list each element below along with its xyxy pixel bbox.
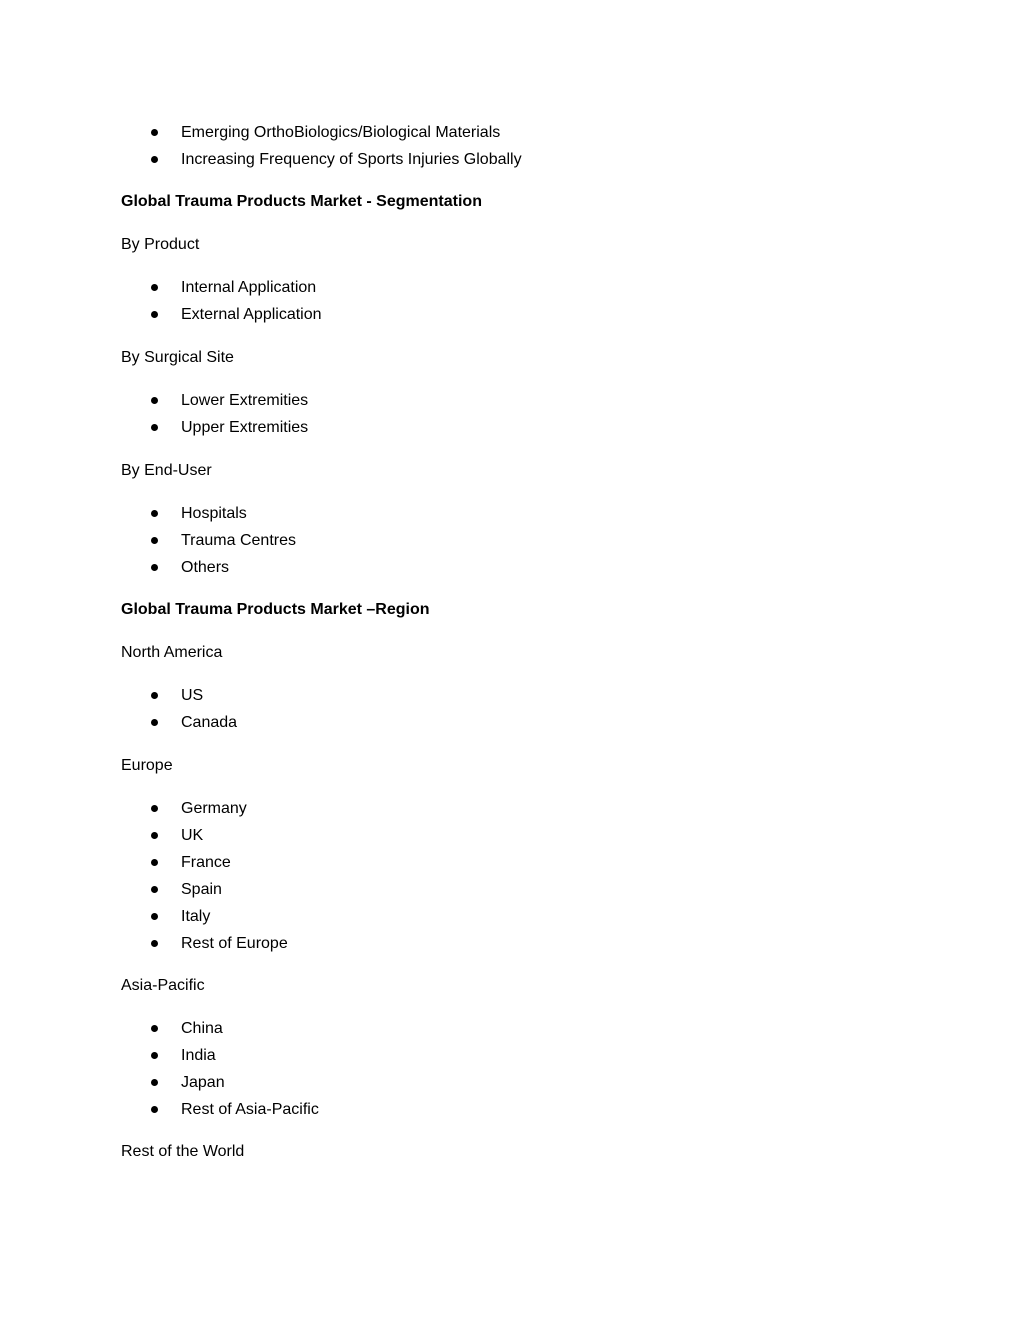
by-product-label: By Product	[121, 236, 200, 253]
list-item-text: Trauma Centres	[181, 532, 296, 549]
list-item-text: Canada	[181, 714, 238, 731]
asia-pacific-label: Asia-Pacific	[121, 977, 205, 994]
bullet-icon	[151, 940, 158, 947]
list-item-text: Italy	[181, 908, 211, 925]
bullet-icon	[151, 1052, 158, 1059]
rest-of-world-label: Rest of the World	[121, 1143, 245, 1160]
list-item-text: Others	[181, 559, 230, 576]
bullet-icon	[151, 156, 158, 163]
list-item-text: Japan	[181, 1074, 225, 1091]
bullet-icon	[151, 805, 158, 812]
bullet-icon	[151, 537, 158, 544]
bullet-icon	[151, 284, 158, 291]
bullet-icon	[151, 129, 158, 136]
list-item-text: US	[181, 687, 204, 704]
list-item-text: Increasing Frequency of Sports Injuries Globally	[181, 151, 522, 168]
bullet-icon	[151, 564, 158, 571]
list-item-text: India	[181, 1047, 216, 1064]
list-item-text: External Application	[181, 306, 322, 323]
bullet-icon	[151, 886, 158, 893]
by-end-user-label: By End-User	[121, 462, 212, 479]
bullet-icon	[151, 859, 158, 866]
list-item-text: UK	[181, 827, 204, 844]
bullet-icon	[151, 510, 158, 517]
bullet-icon	[151, 719, 158, 726]
list-item-text: Lower Extremities	[181, 392, 309, 409]
bullet-icon	[151, 1025, 158, 1032]
segmentation-heading: Global Trauma Products Market - Segmentation	[121, 193, 482, 210]
list-item-text: Rest of Asia-Pacific	[181, 1101, 319, 1118]
list-item-text: Internal Application	[181, 279, 317, 296]
bullet-icon	[151, 397, 158, 404]
bullet-icon	[151, 311, 158, 318]
north-america-label: North America	[121, 644, 223, 661]
bullet-icon	[151, 1106, 158, 1113]
list-item-text: China	[181, 1020, 223, 1037]
list-item-text: Spain	[181, 881, 222, 898]
list-item-text: Rest of Europe	[181, 935, 288, 952]
europe-label: Europe	[121, 757, 173, 774]
region-heading: Global Trauma Products Market –Region	[121, 601, 430, 618]
list-item-text: Germany	[181, 800, 247, 817]
bullet-icon	[151, 692, 158, 699]
bullet-icon	[151, 832, 158, 839]
list-item-text: Emerging OrthoBiologics/Biological Materials	[181, 124, 501, 141]
bullet-icon	[151, 913, 158, 920]
bullet-icon	[151, 1079, 158, 1086]
by-surgical-site-label: By Surgical Site	[121, 349, 234, 366]
list-item-text: France	[181, 854, 231, 871]
list-item-text: Upper Extremities	[181, 419, 309, 436]
bullet-icon	[151, 424, 158, 431]
list-item-text: Hospitals	[181, 505, 247, 522]
